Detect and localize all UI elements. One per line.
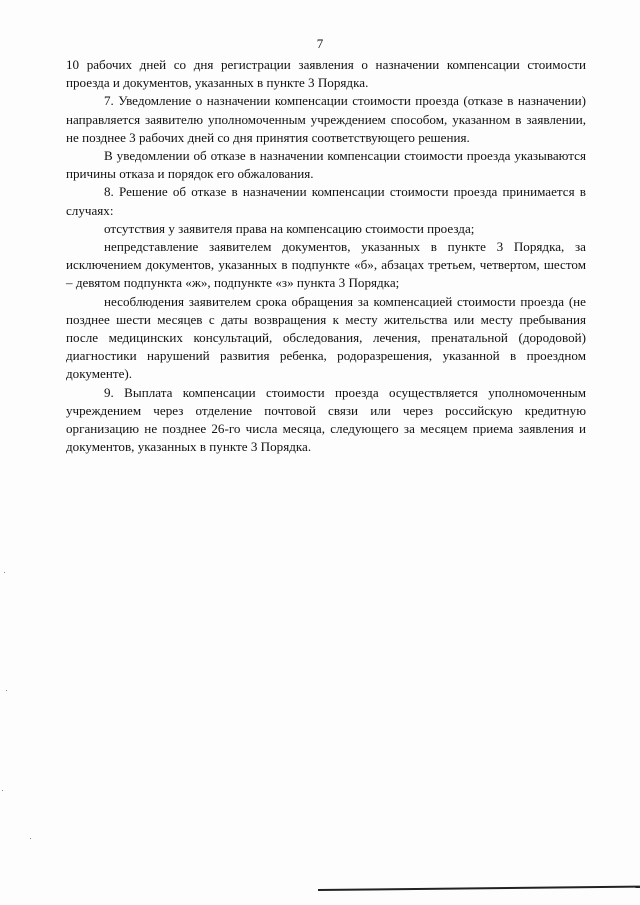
document-body: [66, 56, 586, 456]
page-number: 7: [316, 36, 324, 51]
paragraph-item-9: 9. Выплата компенсации стоимости проезда осуществляется уполномоченным учреждением через отделение почтовой связи или через российскую кредитную организацию не позднее 26-го числа месяца, следующего за месяцем приема заявления и документов, указанных в пункте 3 Порядка.: [66, 384, 586, 455]
paragraph-item-8: 8. Решение об отказе в назначении компенсации стоимости проезда принимается в случаях:: [66, 184, 586, 218]
scan-speck: [30, 838, 31, 839]
scan-speck: [6, 690, 7, 691]
scan-speck: [4, 572, 5, 573]
scan-edge-line: [318, 886, 640, 891]
refusal-case-1: отсутствия у заявителя права на компенсацию стоимости проезда;: [104, 220, 475, 236]
scan-speck: [2, 790, 3, 791]
paragraph-item-7: 7. Уведомление о назначении компенсации стоимости проезда (отказе в назначении) направляется заявителю уполномоченным учреждением способом, указанном в заявлении, не позднее 3 рабочих дней со дня принятия соответствующего решения.: [66, 93, 586, 145]
paragraph-continuation: 10 рабочих дней со дня регистрации заявления о назначении компенсации стоимости проезда и документов, указанных в пункте 3 Порядка.: [66, 57, 586, 91]
paragraph-refusal-notice: В уведомлении об отказе в назначении компенсации стоимости проезда указываются причины отказа и порядок его обжалования.: [66, 148, 586, 182]
refusal-case-2: непредставление заявителем документов, указанных в пункте 3 Порядка, за исключением документов, указанных в подпункте «б», абзацах третьем, четвертом, шестом – девятом подпункта «ж», подпункте «з» пункта 3 Порядка;: [66, 239, 586, 291]
refusal-case-3: несоблюдения заявителем срока обращения за компенсацией стоимости проезда (не позднее шести месяцев с даты возвращения к месту жительства или месту пребывания после медицинских консультаций, обследования, лечения, пренатальной (дородовой) диагностики нарушений развития ребенка, родоразрешения, указанной в проездном документе).: [66, 293, 586, 382]
